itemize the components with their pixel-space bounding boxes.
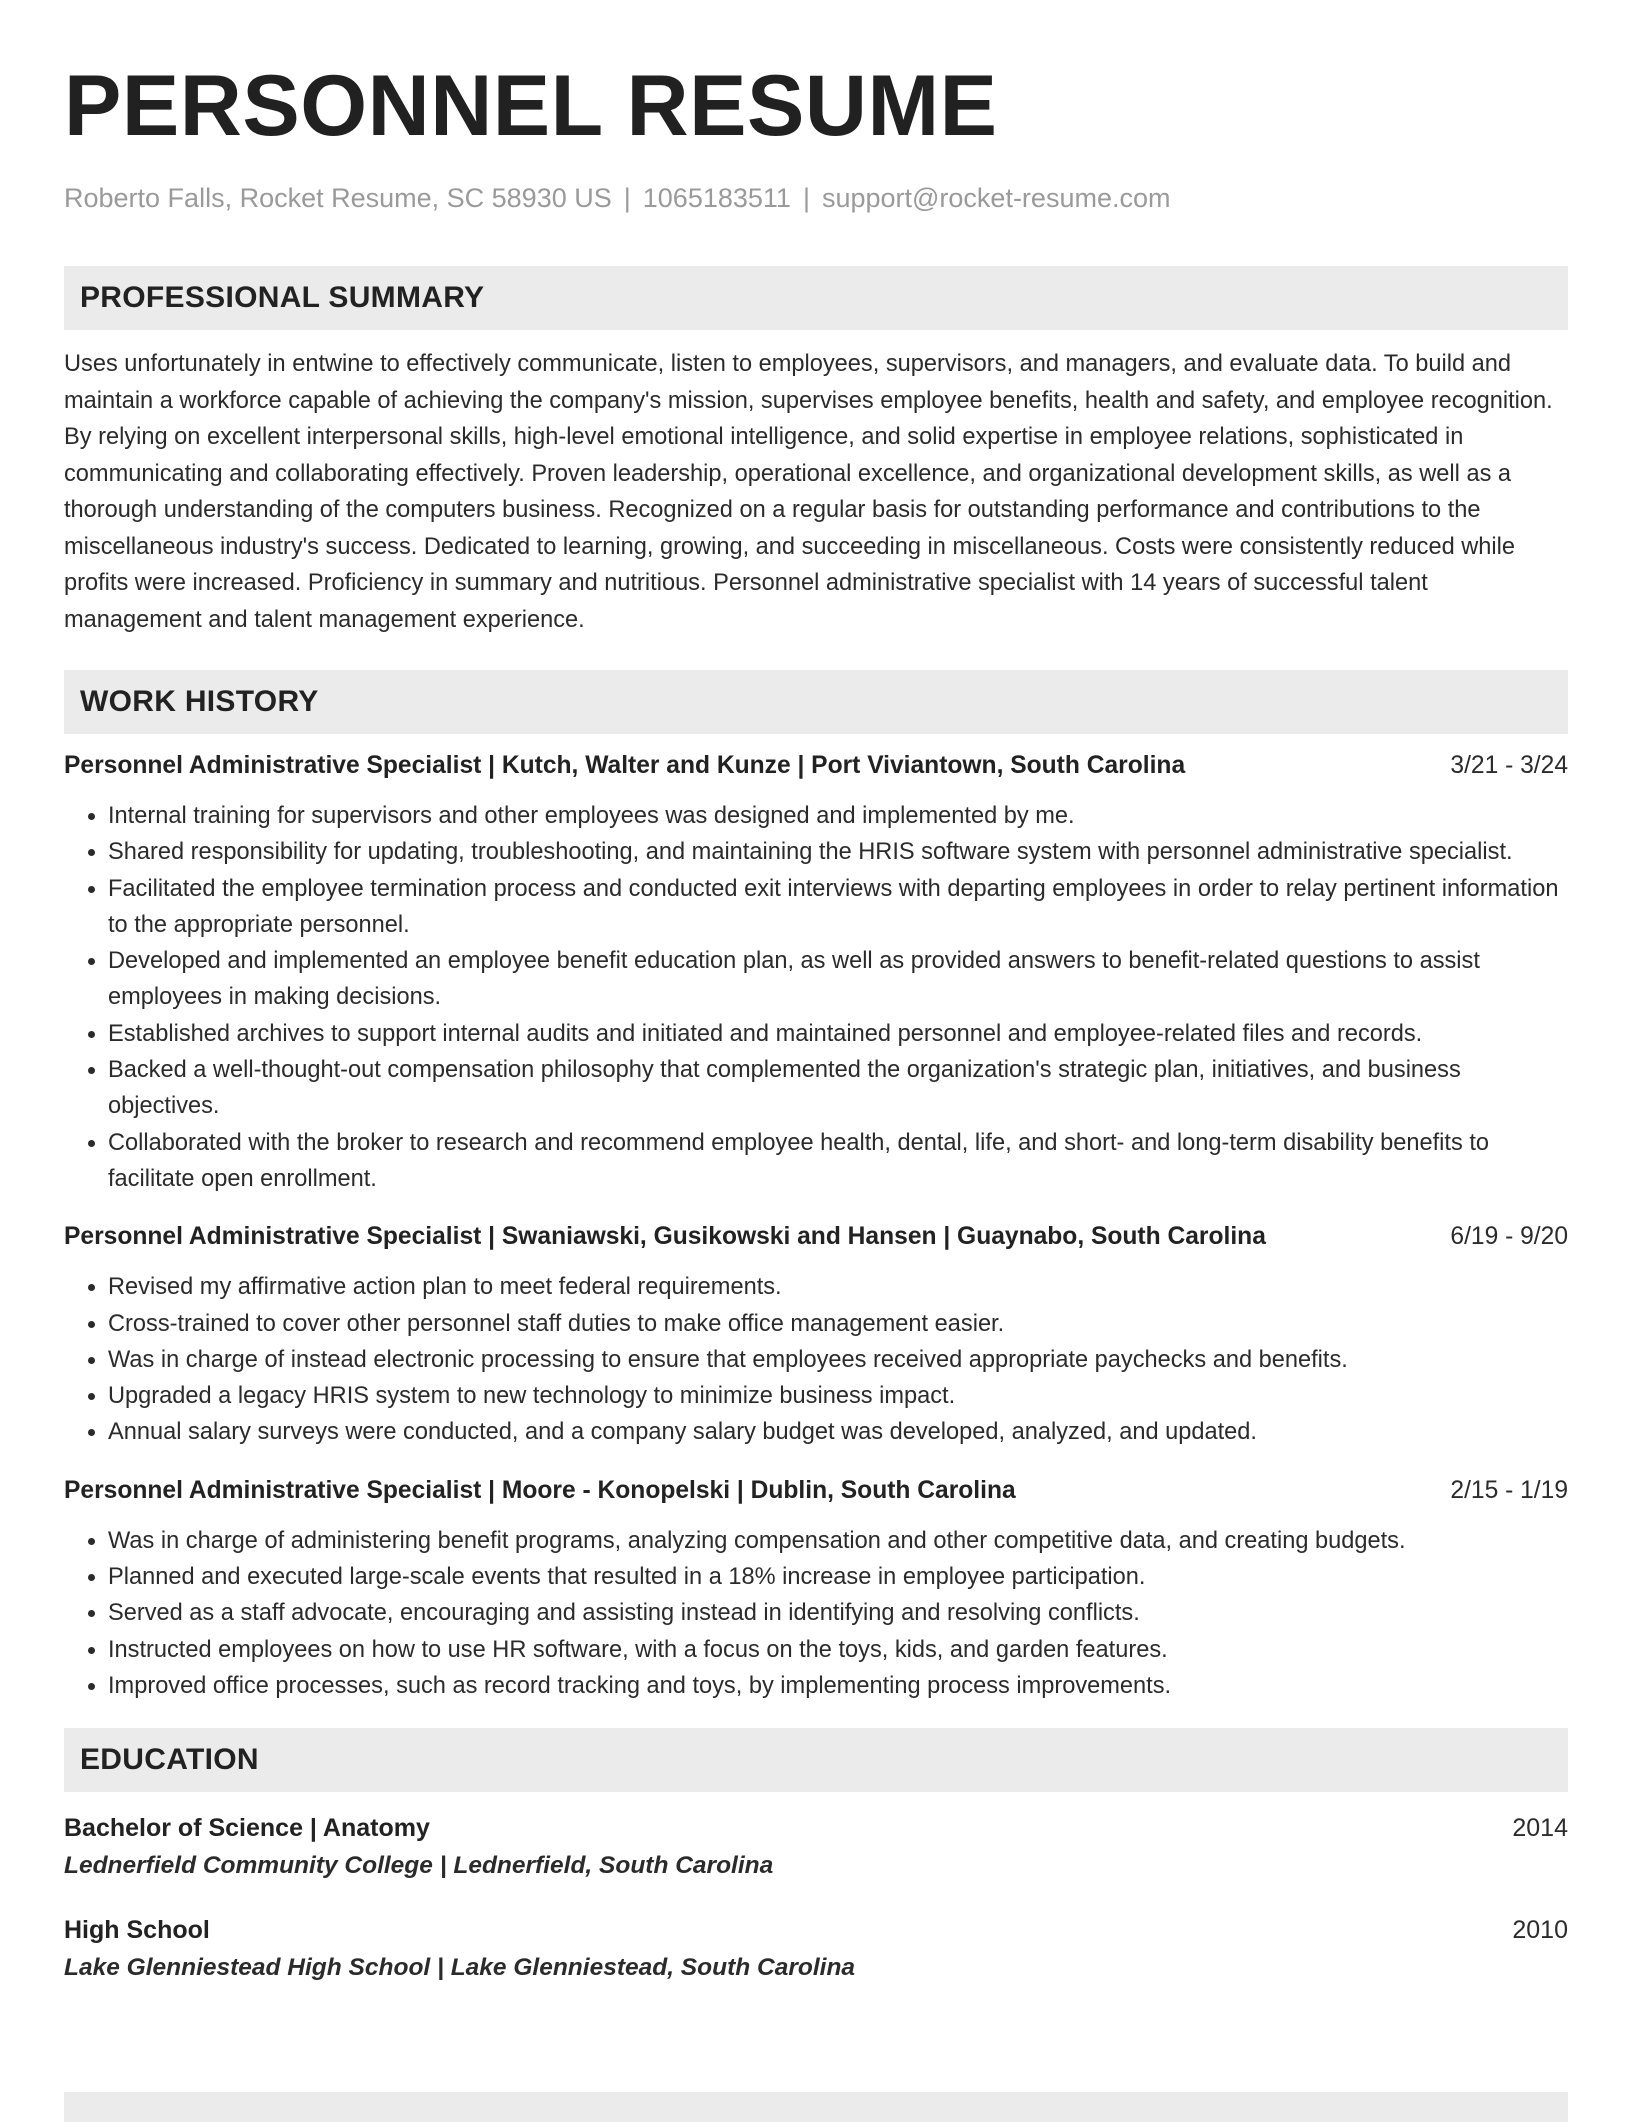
job-bullet: • Instructed employees on how to use HR software, with a focus on the toys, kids, and garden features. [108, 1632, 1568, 1668]
job-bullet: • Was in charge of instead electronic processing to ensure that employees received appropriate paychecks and benefits. [108, 1342, 1568, 1378]
education-entry [64, 1912, 1568, 1986]
education-year: 2014 [1512, 1814, 1568, 1843]
job-bullet: • Was in charge of administering benefit programs, analyzing compensation and other competitive data, and creating budgets. [108, 1523, 1568, 1559]
education-school: Lake Glenniestead High School | Lake Glenniestead, South Carolina [64, 1954, 856, 1982]
job-bullet: • Collaborated with the broker to research and recommend employee health, dental, life, and short- and long-term disability benefits to facilitate open enrollment. [108, 1125, 1568, 1198]
resume-page [64, 0, 1568, 1986]
section-header-summary [64, 266, 1568, 330]
job-bullet: • Improved office processes, such as record tracking and toys, by implementing process improvements. [108, 1668, 1568, 1704]
job-bullet: • Cross-trained to cover other personnel staff duties to make office management easier. [108, 1306, 1568, 1342]
next-section-header-partial [64, 2092, 1568, 2122]
job-header [64, 1473, 1568, 1509]
job-bullet: • Backed a well-thought-out compensation philosophy that complemented the organization's strategic plan, initiatives, and business objectives. [108, 1052, 1568, 1125]
job-entry [64, 1219, 1568, 1450]
job-title: Personnel Administrative Specialist | Kutch, Walter and Kunze | Port Viviantown, South Carolina [64, 752, 1186, 779]
job-bullet: • Developed and implemented an employee benefit education plan, as well as provided answers to benefit-related questions to assist employees in making decisions. [108, 943, 1568, 1016]
job-title: Personnel Administrative Specialist | Moore - Konopelski | Dublin, South Carolina [64, 1476, 1016, 1504]
job-bullets [64, 798, 1568, 1197]
education-degree: Bachelor of Science | Anatomy [64, 1814, 430, 1843]
job-bullet: • Revised my affirmative action plan to meet federal requirements. [108, 1269, 1568, 1305]
resume-title: PERSONNEL RESUME [64, 58, 998, 154]
section-header-work-history [64, 670, 1568, 734]
job-bullet: • Planned and executed large-scale events that resulted in a 18% increase in employee participation. [108, 1559, 1568, 1595]
contact-line [64, 180, 1568, 216]
education-degree: High School [64, 1916, 210, 1945]
section-title: PROFESSIONAL SUMMARY [80, 281, 485, 314]
section-title: WORK HISTORY [80, 685, 319, 718]
job-header [64, 1219, 1568, 1255]
job-bullets [64, 1523, 1568, 1704]
contact-email: support@rocket-resume.com [821, 183, 1171, 213]
job-bullet: • Served as a staff advocate, encouraging and assisting instead in identifying and resolving conflicts. [108, 1595, 1568, 1631]
section-header-education [64, 1728, 1568, 1792]
job-dates: 6/19 - 9/20 [1450, 1223, 1568, 1251]
summary-text: Uses unfortunately in entwine to effectively communicate, listen to employees, supervisors, and managers, and evaluate data. To build and maintain a workforce capable of achieving the company's mission, supervises employee benefits, health and safety, and employee recognition. By relying on excellent interpersonal skills, high-level emotional intelligence, and solid expertise in employee relations, sophisticated in communicating and collaborating effectively. Proven leadership, operational excellence, and organizational development skills, as well as a thorough understanding of the computers business. Recognized on a regular basis for outstanding performance and contributions to the miscellaneous industry's success. Dedicated to learning, growing, and succeeding in miscellaneous. Costs were consistently reduced while profits were increased. Proficiency in summary and nutritious. Personnel administrative specialist with 14 years of successful talent management and talent management experience. [64, 351, 1553, 633]
job-header [64, 748, 1568, 784]
job-bullet: • Internal training for supervisors and other employees was designed and implemented by me. [108, 798, 1568, 834]
job-title: Personnel Administrative Specialist | Swaniawski, Gusikowski and Hansen | Guaynabo, South Carolina [64, 1223, 1266, 1251]
contact-separator: | [802, 183, 810, 213]
job-bullet: • Annual salary surveys were conducted, and a company salary budget was developed, analyzed, and updated. [108, 1414, 1568, 1450]
education-entry [64, 1810, 1568, 1884]
job-bullet: • Facilitated the employee termination process and conducted exit interviews with departing employees in order to relay pertinent information to the appropriate personnel. [108, 871, 1568, 944]
job-dates: 2/15 - 1/19 [1450, 1476, 1568, 1504]
contact-separator: | [623, 183, 631, 213]
job-dates: 3/21 - 3/24 [1450, 752, 1568, 779]
job-entry [64, 1473, 1568, 1704]
education-year: 2010 [1512, 1916, 1568, 1945]
contact-phone: 1065183511 [642, 183, 791, 213]
job-bullets [64, 1269, 1568, 1450]
section-title: EDUCATION [80, 1743, 259, 1777]
contact-address: Roberto Falls, Rocket Resume, SC 58930 US [64, 183, 612, 213]
job-bullet: • Established archives to support internal audits and initiated and maintained personnel and employee-related files and records. [108, 1016, 1568, 1052]
education-header [64, 1912, 1568, 1949]
education-school: Lednerfield Community College | Lednerfield, South Carolina [64, 1852, 774, 1880]
job-bullet: • Shared responsibility for updating, troubleshooting, and maintaining the HRIS software system with personnel administrative specialist. [108, 834, 1568, 870]
education-header [64, 1810, 1568, 1847]
job-entry [64, 748, 1568, 1197]
job-bullet: • Upgraded a legacy HRIS system to new technology to minimize business impact. [108, 1378, 1568, 1414]
